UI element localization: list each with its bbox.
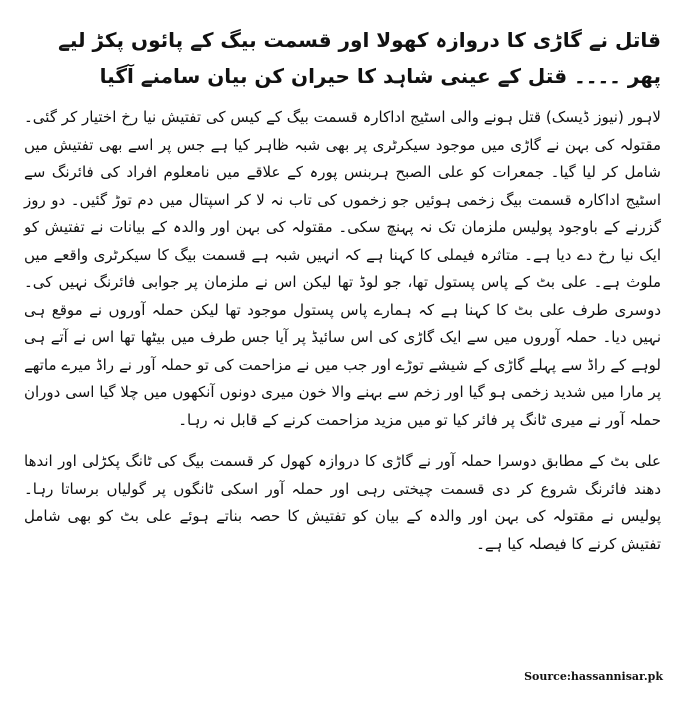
article-headline: قاتل نے گاڑی کا دروازہ کھولا اور قسمت بیگ کے پائوں پکڑ لیے پھر ۔۔۔۔ قتل کے عینی شاہد کا حیران کن بیان سامنے آگیا — [58, 28, 661, 88]
article-paragraph-2: علی بٹ کے مطابق دوسرا حملہ آور نے گاڑی کا دروازہ کھول کر قسمت بیگ کی ٹانگ پکڑلی اور اندھا دھند فائرنگ شروع کر دی قسمت چیختی رہی اور حملہ آور اسکی ٹانگوں پر گولیاں برساتا رہا۔ پولیس نے مقتولہ کی بہن اور والدہ کے بیان کو تفتیش کا حصہ بناتے ہوئے علی بٹ کو بھی شامل تفتیش کرنے کا فیصلہ کیا ہے۔ — [24, 452, 661, 553]
article-paragraph-1: لاہور (نیوز ڈیسک) قتل ہونے والی اسٹیج اداکارہ قسمت بیگ کے کیس کی تفتیش نیا رخ اختیار کر گئی۔ مقتولہ کی بہن نے گاڑی میں موجود سیکرٹری پر بھی شبہ ظاہر کیا ہے جس پر اسے بھی تفتیش میں شامل کر لیا گیا۔ جمعرات کو علی الصبح ہربنس پورہ کے علاقے میں نامعلوم افراد کی فائرنگ سے اسٹیج اداکارہ قسمت بیگ زخمی ہوئیں جو زخموں کی تاب نہ لا کر اسپتال میں دم توڑ گئیں۔ دو روز گزرنے کے باوجود پولیس ملزمان تک نہ پہنچ سکی۔ مقتولہ کی بہن اور والدہ کے بیانات نے تفتیش کو ایک نیا رخ دے دیا ہے۔ متاثرہ فیملی کا کہنا ہے کہ انہیں شبہ ہے قسمت بیگ کا سیکرٹری واقعے میں ملوث ہے۔ علی بٹ کے پاس پستول تھا، جو لوڈ تھا لیکن اس نے ملزمان پر جوابی فائرنگ نہیں کی۔ دوسری طرف علی بٹ کا کہنا ہے کہ ہمارے پاس پستول موجود تھا لیکن حملہ آوروں نے موقع ہی نہیں دیا۔ حملہ آوروں میں سے ایک گاڑی کی اس سائیڈ پر آیا جس طرف میں بیٹھا تھا اس نے آتے ہی لوہے کے راڈ سے پہلے گاڑی کے شیشے توڑے اور جب میں نے مزاحمت کی تو حملہ آور نے راڈ میرے ماتھے پر مارا میں شدید زخمی ہو گیا اور زخم سے بہنے والا خون میری دونوں آنکھوں میں چلا گیا اسی دوران حملہ آور نے میری ٹانگ پر فائر کیا تو میں مزید مزاحمت کرنے کے قابل نہ رہا۔ — [24, 108, 661, 429]
source-credit: Source:hassannisar.pk — [524, 670, 663, 683]
